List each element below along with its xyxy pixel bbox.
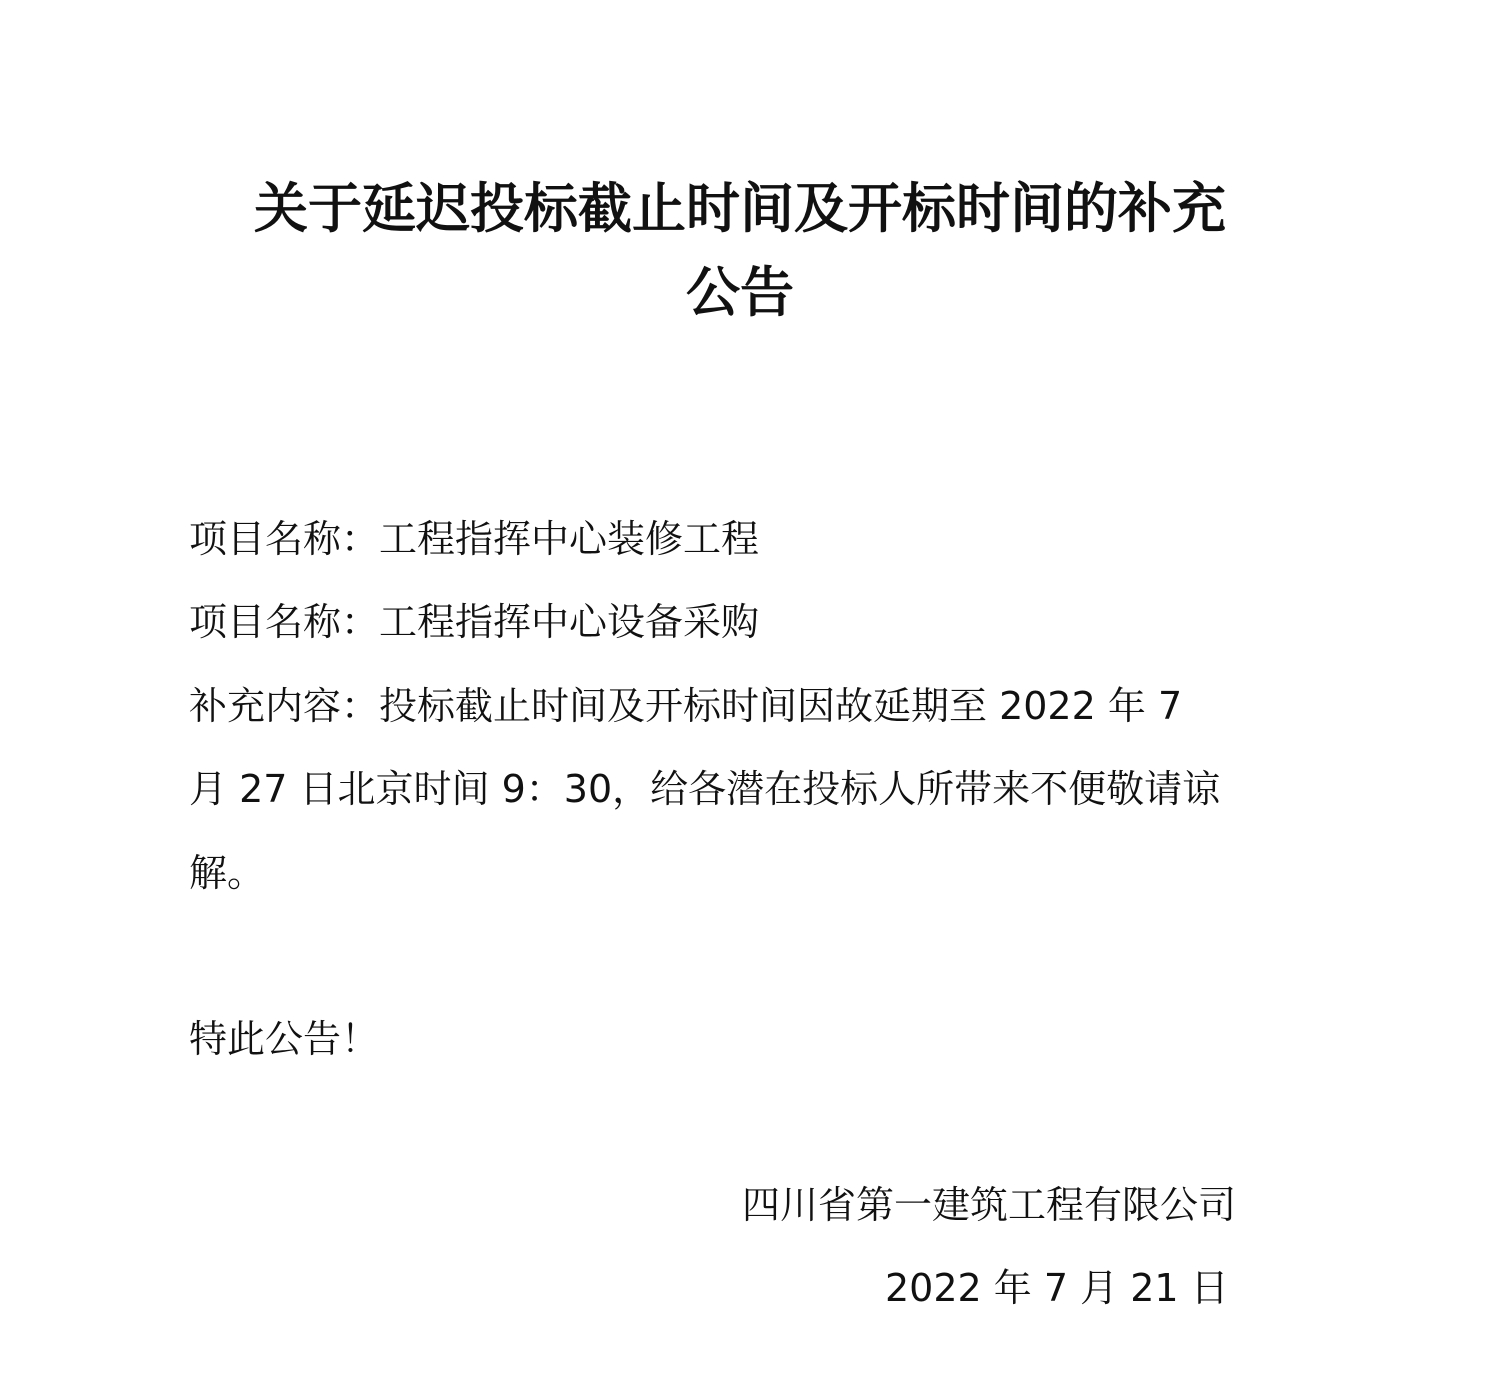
announcement-title-line-2: 公告 bbox=[686, 261, 794, 324]
issuer-company: 四川省第一建筑工程有限公司 bbox=[742, 1183, 1237, 1227]
supplement-content-line-3: 解。 bbox=[189, 851, 266, 895]
announcement-title-line-1: 关于延迟投标截止时间及开标时间的补充 bbox=[254, 177, 1226, 240]
supplement-content-line-1: 补充内容：投标截止时间及开标时间因故延期至 2022 年 7 bbox=[189, 684, 1183, 728]
supplement-content-line-2: 月 27 日北京时间 9：30，给各潜在投标人所带来不便敬请谅 bbox=[189, 767, 1221, 811]
project-name-renovation: 项目名称：工程指挥中心装修工程 bbox=[189, 517, 760, 561]
issue-date: 2022 年 7 月 21 日 bbox=[885, 1266, 1229, 1310]
closing-statement: 特此公告！ bbox=[189, 1017, 380, 1061]
project-name-equipment: 项目名称：工程指挥中心设备采购 bbox=[189, 600, 760, 644]
